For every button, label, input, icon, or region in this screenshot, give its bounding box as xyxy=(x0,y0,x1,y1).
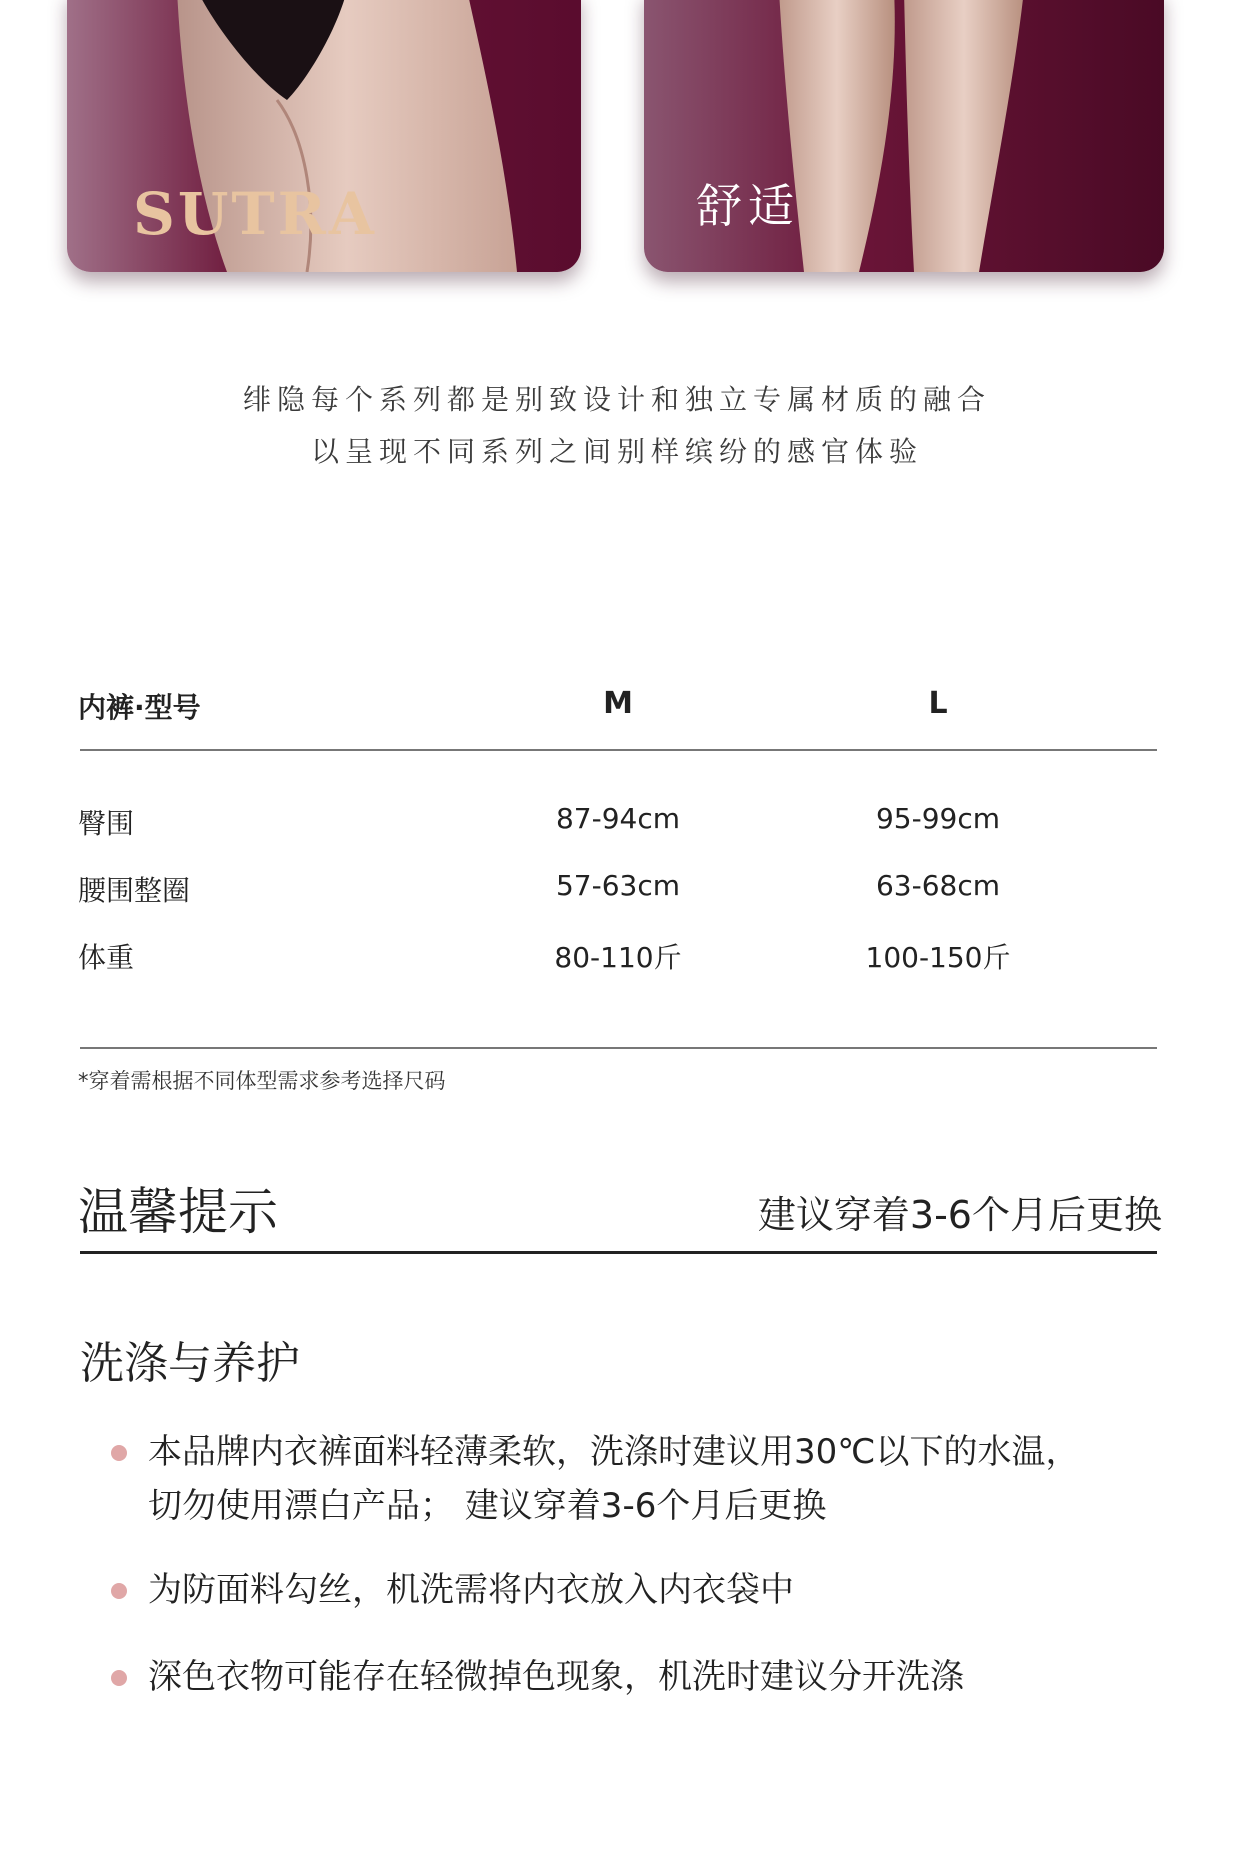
header-label: 内裤·型号 xyxy=(78,691,201,724)
care-title: 洗涤与养护 xyxy=(80,1338,300,1389)
list-item xyxy=(148,1650,1148,1704)
header-size-l: L xyxy=(928,686,948,721)
row-value-m: 57-63cm xyxy=(555,869,681,902)
row-label: 体重 xyxy=(78,941,135,974)
product-photo-card-right xyxy=(644,0,1164,272)
row-value-m: 80-110斤 xyxy=(554,941,682,974)
row-label: 臀围 xyxy=(78,807,135,840)
tip-title: 温馨提示 xyxy=(78,1183,278,1241)
bullet-dot-icon xyxy=(111,1445,127,1461)
brand-overlay-text: SUTRA xyxy=(133,180,377,248)
feature-overlay-text: 舒适 xyxy=(696,179,800,233)
list-item xyxy=(148,1425,1148,1533)
intro-line-1: 绯隐每个系列都是别致设计和独立专属材质的融合 xyxy=(242,383,991,416)
tip-replace-hint: 建议穿着3-6个月后更换 xyxy=(757,1193,1162,1237)
bullet-dot-icon xyxy=(111,1583,127,1599)
header-size-m: M xyxy=(603,686,633,721)
care-item-line: 为防面料勾丝，机洗需将内衣放入内衣袋中 xyxy=(148,1570,794,1610)
row-value-m: 87-94cm xyxy=(555,802,681,835)
row-value-l: 95-99cm xyxy=(875,802,1001,835)
size-note: *穿着需根据不同体型需求参考选择尺码 xyxy=(78,1069,446,1093)
list-item xyxy=(148,1563,1148,1617)
product-photo-card-left xyxy=(67,0,581,272)
care-item-line: 本品牌内衣裤面料轻薄柔软，洗涤时建议用30℃以下的水温， xyxy=(148,1432,1080,1472)
row-label: 腰围整圈 xyxy=(78,874,191,907)
table-bottom-divider xyxy=(80,1047,1157,1049)
tip-divider xyxy=(80,1251,1157,1254)
bullet-dot-icon xyxy=(111,1670,127,1686)
size-table-header xyxy=(78,686,1158,726)
row-value-l: 63-68cm xyxy=(875,869,1001,902)
care-item-line: 深色衣物可能存在轻微掉色现象，机洗时建议分开洗涤 xyxy=(148,1657,964,1697)
intro-line-2: 以呈现不同系列之间别样缤纷的感官体验 xyxy=(310,435,923,468)
row-value-l: 100-150斤 xyxy=(865,941,1011,974)
table-row xyxy=(78,869,1158,909)
care-item-line: 切勿使用漂白产品； 建议穿着3-6个月后更换 xyxy=(148,1486,827,1526)
table-row xyxy=(78,936,1158,976)
table-row xyxy=(78,802,1158,842)
table-header-divider xyxy=(80,749,1157,751)
